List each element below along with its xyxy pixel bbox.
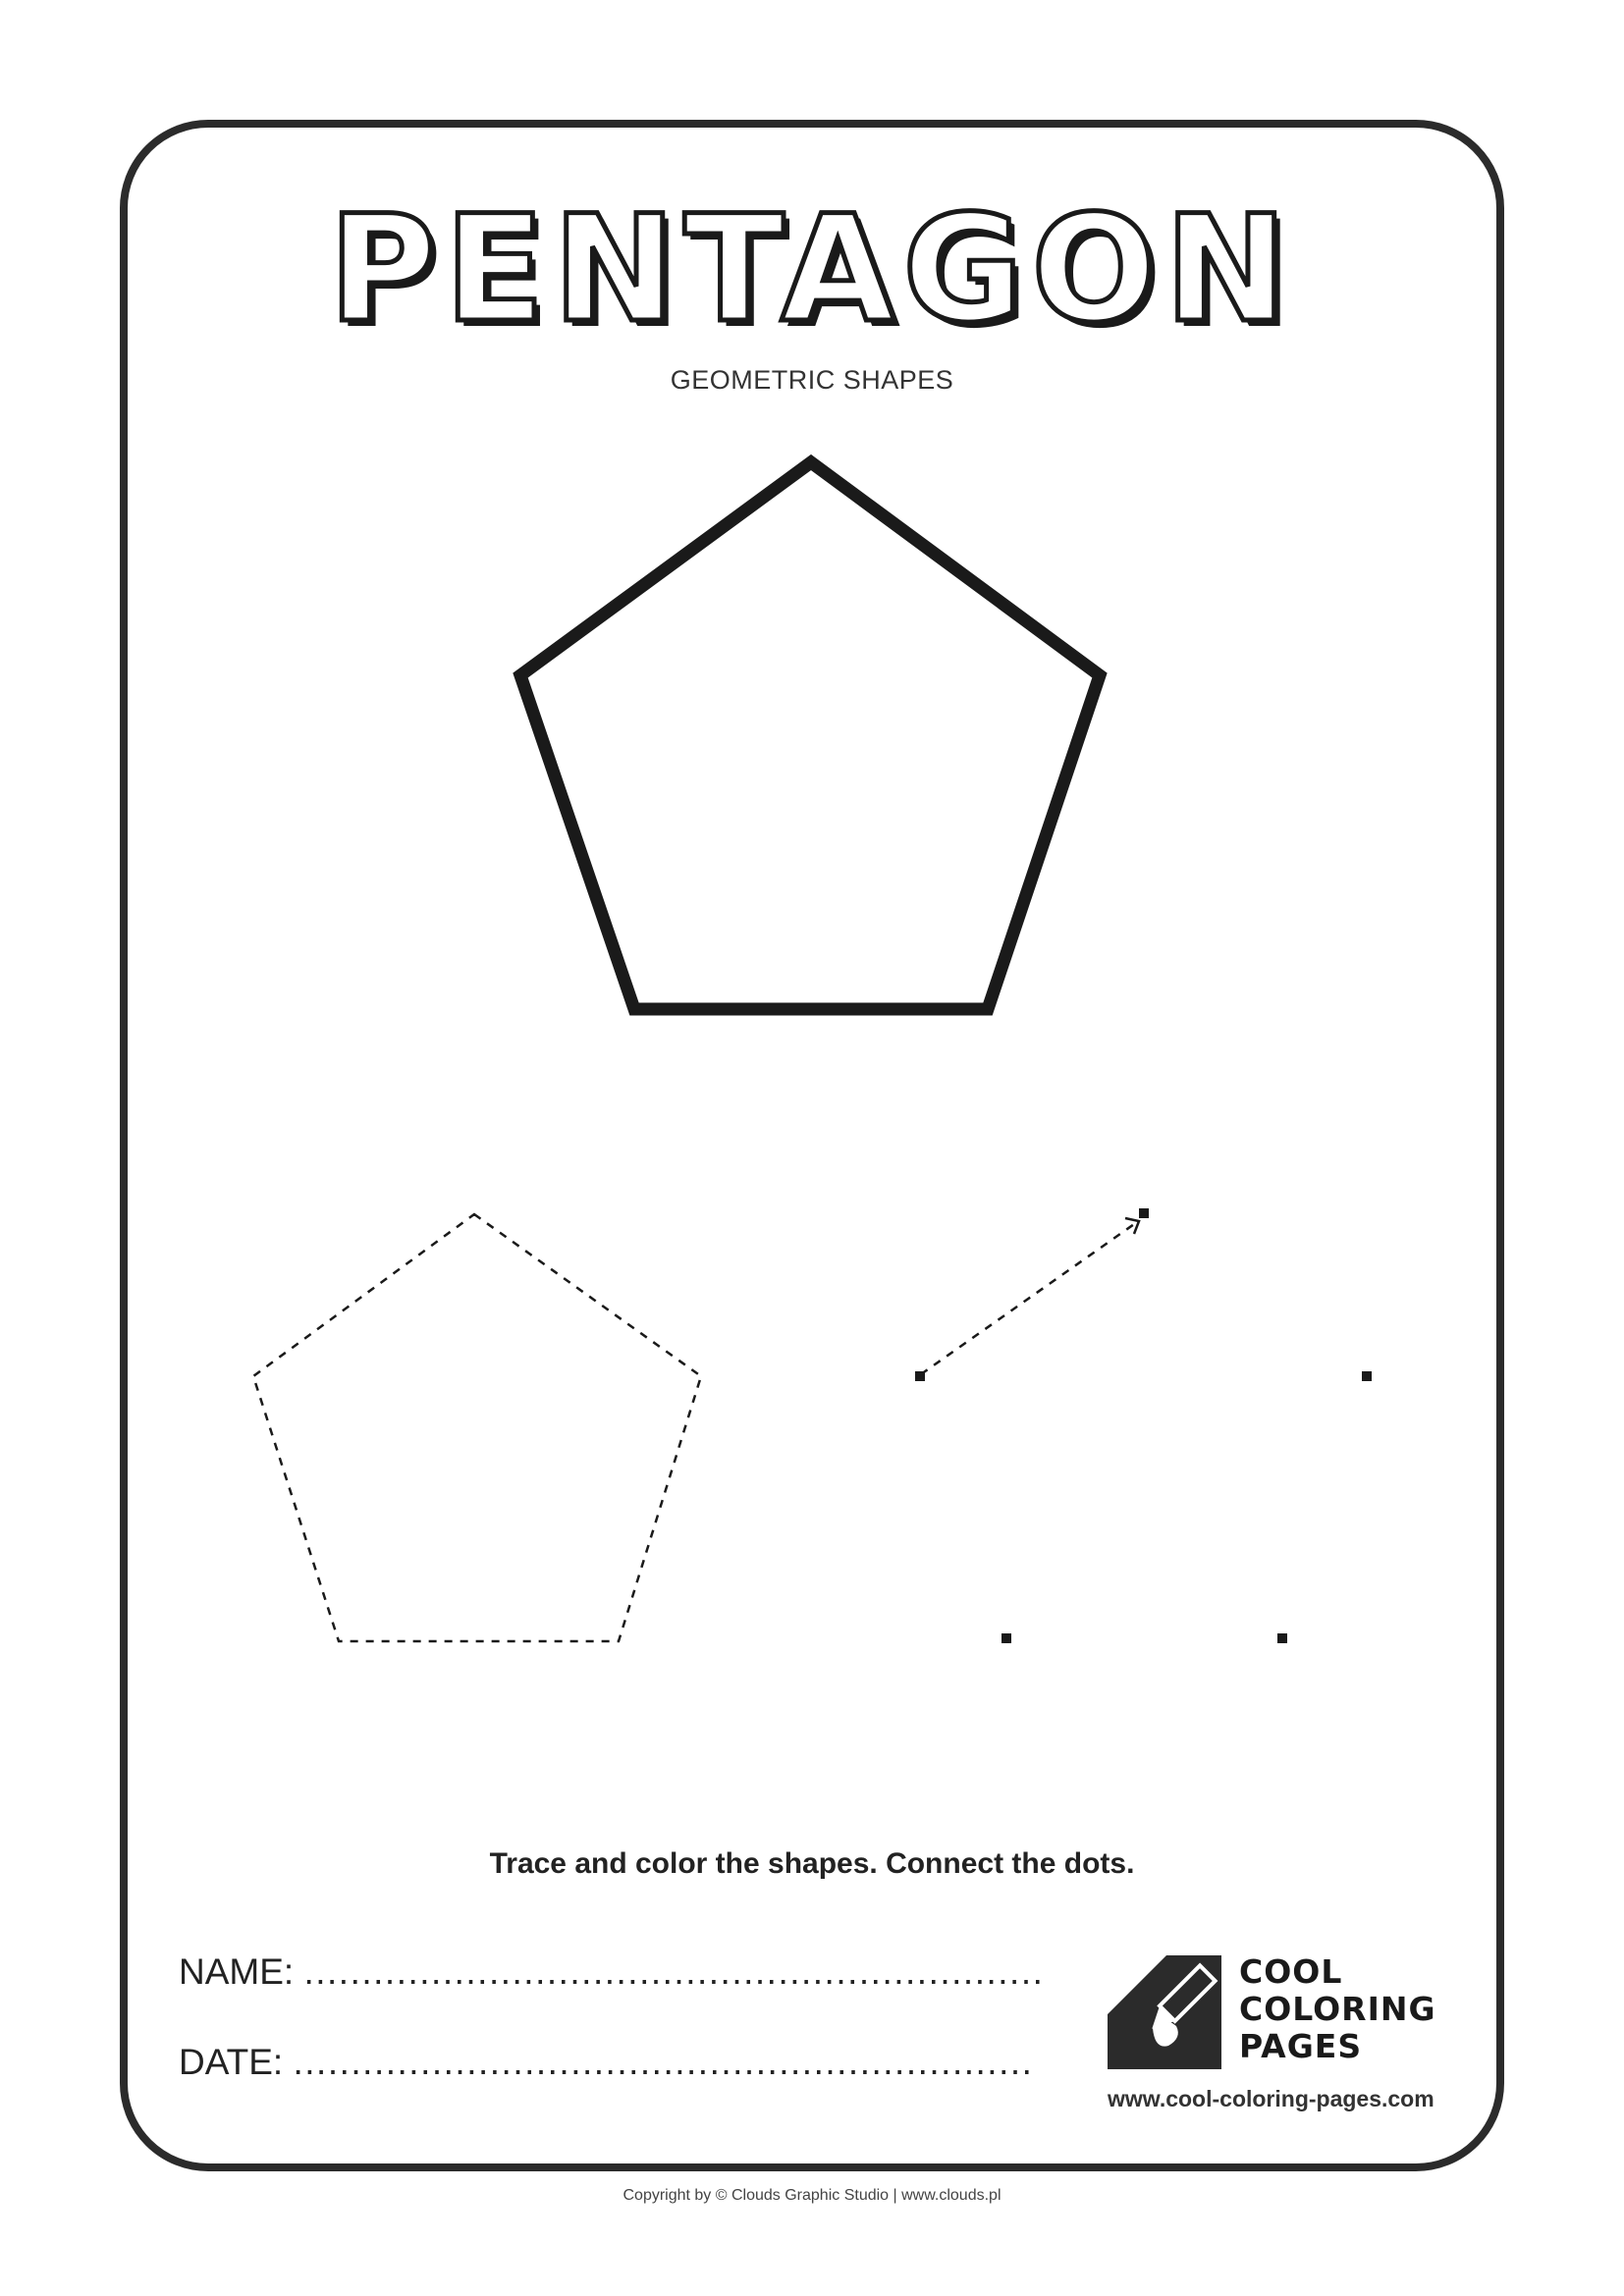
instruction-text: Trace and color the shapes. Connect the dots. [489,1847,1135,1880]
dashed-tracing-pentagon[interactable] [253,1214,701,1641]
logo-line-2: COLORING [1239,1990,1436,2028]
page-title: PENTAGON [328,185,1296,355]
logo-line-3: PAGES [1239,2027,1363,2065]
copyright-text: Copyright by © Clouds Graphic Studio | www.clouds.pl [623,2187,1001,2204]
logo-line-1: COOL [1239,1952,1343,1991]
connect-dot-bottom-right[interactable] [1277,1633,1287,1643]
connect-dot-bottom-left[interactable] [1001,1633,1011,1643]
connect-dot-left[interactable] [915,1371,925,1381]
date-dotted-line[interactable]: ................................................................ [293,2042,1034,2082]
solid-pentagon [520,462,1100,1009]
pencil-icon [1108,1955,1221,2069]
logo-url[interactable]: www.cool-coloring-pages.com [1108,2086,1435,2111]
connect-dot-top[interactable] [1139,1208,1149,1218]
brand-logo [1108,1952,1461,2083]
logo-wordmark [1239,1953,1436,2065]
name-field[interactable] [179,1951,1044,1993]
date-label: DATE: [179,2042,284,2082]
page-subtitle: GEOMETRIC SHAPES [670,365,954,395]
name-label: NAME: [179,1951,295,1992]
dot-guide-line [921,1222,1137,1374]
connect-dot-right[interactable] [1362,1371,1372,1381]
name-dotted-line[interactable]: ................................................................ [303,1951,1045,1992]
date-field[interactable] [179,2042,1033,2083]
